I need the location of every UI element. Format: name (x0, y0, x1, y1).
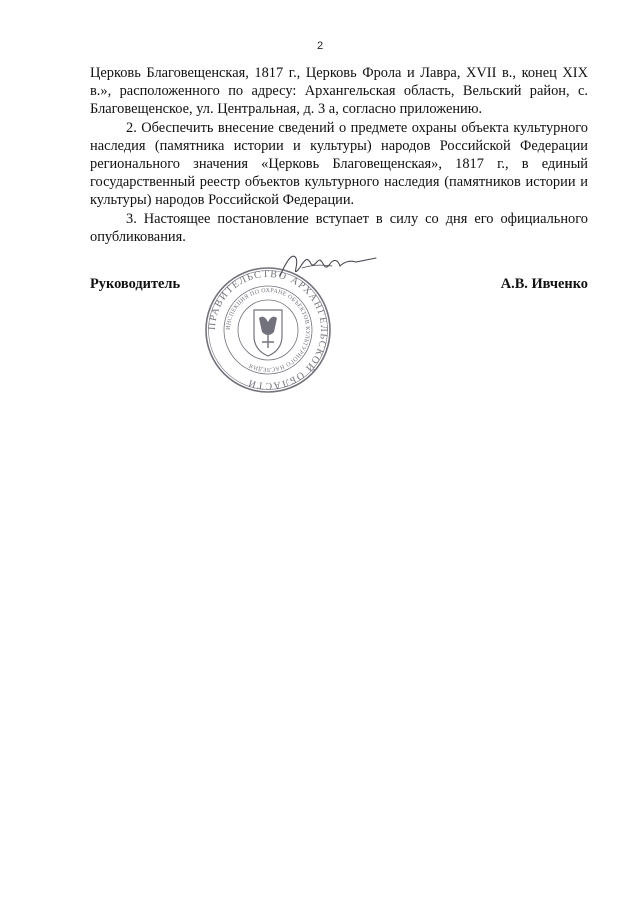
coat-of-arms-icon (254, 310, 282, 356)
signer-title: Руководитель (90, 276, 181, 292)
paragraph-continuation: Церковь Благовещенская, 1817 г., Церковь Фрола и Лавра, XVII в., конец XIX в.», расположенного по адресу: Архангельская область, Вельский район, с. Благовещенское, ул. Центральная, д. 3 а, согласно приложению. (90, 65, 588, 118)
seal-inner-text: ИНСПЕКЦИЯ ПО ОХРАНЕ ОБЪЕКТОВ КУЛЬТУРНОГО НАСЛЕДИЯ (225, 287, 311, 373)
paragraph-3: 3. Настоящее постановление вступает в силу со дня его официального опубликования. (90, 210, 588, 245)
page-number: 2 (316, 40, 324, 52)
signer-name: А.В. Ивченко (500, 276, 588, 292)
handwritten-signature (272, 248, 382, 282)
body-text (90, 64, 588, 246)
official-seal (204, 266, 332, 394)
seal-outer-text: ПРАВИТЕЛЬСТВО АРХАНГЕЛЬСКОЙ ОБЛАСТИ (206, 268, 330, 392)
paragraph-2: 2. Обеспечить внесение сведений о предмете охраны объекта культурного наследия (памятника истории и культуры) народов Российской Федерации регионального значения «Церковь Благовещенская», 1817 г., в единый государственный реестр объектов культурного наследия (памятников истории и культуры) народов Российской Федерации. (90, 119, 588, 209)
